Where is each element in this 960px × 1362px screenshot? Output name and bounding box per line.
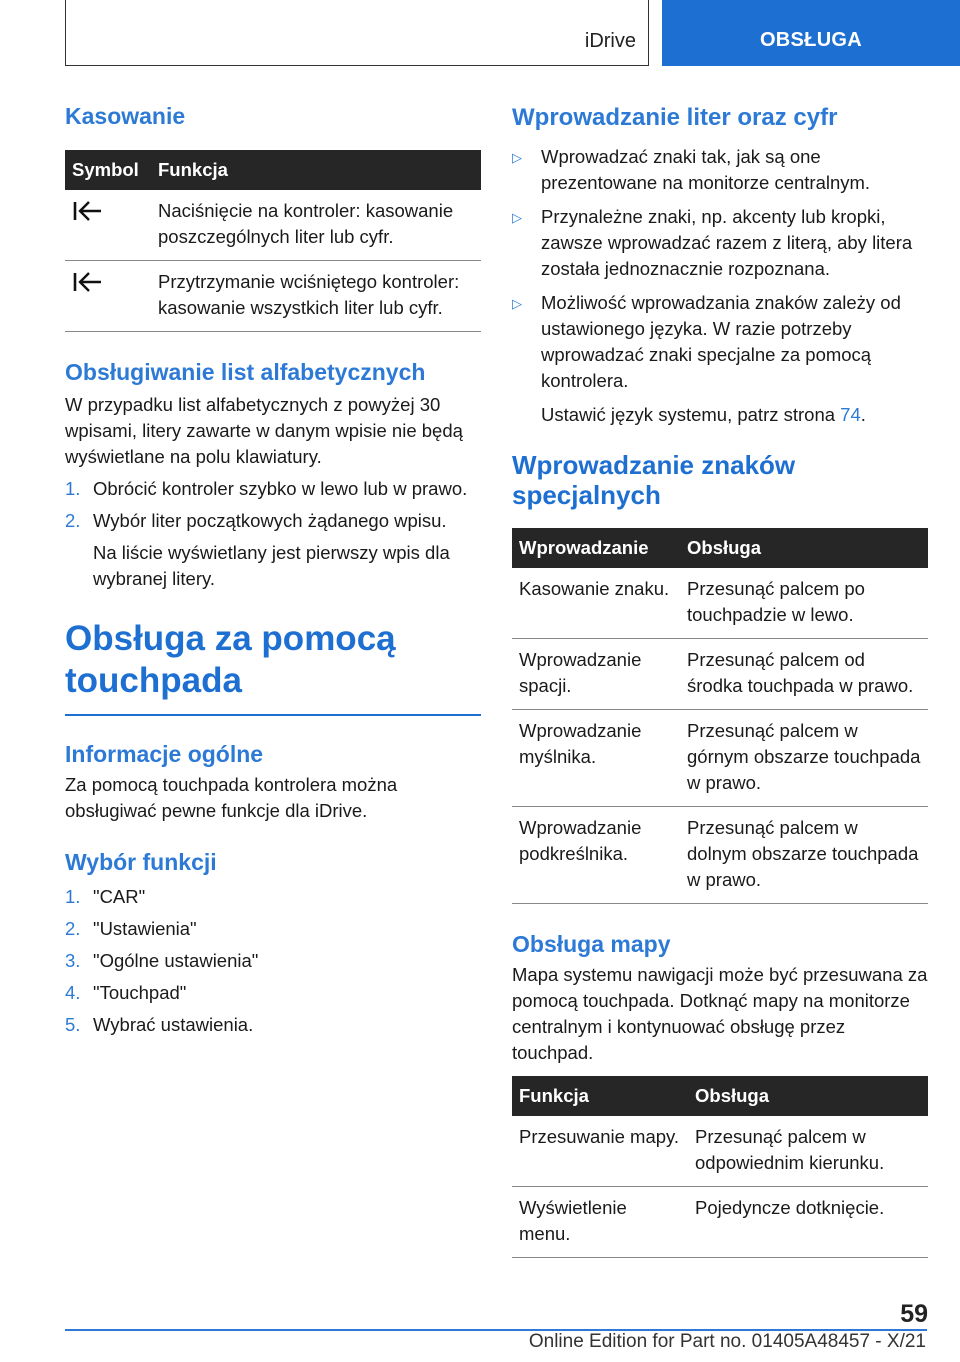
bullet-triangle-icon: ▷	[512, 210, 522, 225]
table-row: Kasowanie znaku. Przesunąć palcem po touchpadzie w lewo.	[512, 568, 928, 639]
map-text: Mapa systemu nawigacji może być przesuwana za pomocą touchpada. Dotknąć mapy na monitorze centralnym i kontynuować obsługę przez touchpad.	[512, 964, 928, 1063]
bullet-triangle-icon: ▷	[512, 150, 522, 165]
table-cell: Naciśnięcie na kontroler: kasowanie poszczególnych liter lub cyfr.	[151, 190, 481, 261]
alpha-list-heading: Obsługiwanie list alfabetycznych	[65, 359, 426, 385]
list-item: ▷ Przynależne znaki, np. akcenty lub kropki, zawsze wprowadzać razem z literą, aby litera została jednoznacznie rozpoznana.	[512, 204, 928, 282]
table-header: Obsługa	[688, 1076, 928, 1116]
list-item: 3. "Ogólne ustawienia"	[65, 950, 259, 971]
table-row: Przesuwanie mapy. Przesunąć palcem w odpowiednim kierunku.	[512, 1116, 928, 1187]
table-row	[65, 261, 481, 332]
table-header: Wprowadzanie	[512, 528, 680, 568]
table-header: Obsługa	[680, 528, 928, 568]
table-row: Wprowadzanie spacji. Przesunąć palcem od środka touchpada w prawo.	[512, 639, 928, 710]
map-heading: Obsługa mapy	[512, 931, 671, 957]
table-row: Wyświetlenie menu. Pojedyncze dotknięcie.	[512, 1187, 928, 1258]
list-item: 1. "CAR"	[65, 886, 146, 907]
delete-table	[65, 150, 481, 332]
heading-divider	[65, 714, 481, 716]
delete-back-icon	[72, 205, 104, 226]
header-chapter-tab[interactable]: OBSŁUGA	[662, 0, 960, 66]
delete-back-icon	[72, 276, 104, 297]
entry-heading: Wprowadzanie liter oraz cyfr	[512, 104, 838, 131]
entry-bullets	[512, 144, 928, 394]
language-note: Ustawić język systemu, patrz strona 74.	[541, 404, 866, 425]
map-table	[512, 1076, 928, 1258]
table-header: Funkcja	[512, 1076, 688, 1116]
list-item: 2. Wybór liter początkowych żądanego wpisu.	[65, 510, 447, 531]
bullet-triangle-icon: ▷	[512, 296, 522, 311]
select-function-heading: Wybór funkcji	[65, 849, 217, 875]
general-info-heading: Informacje ogólne	[65, 741, 264, 767]
left-column	[65, 100, 481, 1038]
table-header: Funkcja	[151, 150, 481, 190]
footer-edition: Online Edition for Part no. 01405A48457 - X/21	[528, 1331, 926, 1352]
page-link[interactable]: 74	[840, 404, 861, 425]
list-item: 4. "Touchpad"	[65, 982, 187, 1003]
list-item: 1. Obrócić kontroler szybko w lewo lub w prawo.	[65, 478, 468, 499]
special-chars-heading: Wprowadzanie znaków specjalnych	[512, 450, 796, 510]
alpha-list-text: W przypadku list alfabetycznych z powyżej 30 wpisami, litery zawarte w danym wpisie nie będą wyświetlane na polu klawiatury.	[65, 394, 463, 467]
alpha-note: Na liście wyświetlany jest pierwszy wpis dla wybranej litery.	[93, 542, 450, 589]
table-header: Symbol	[65, 150, 151, 190]
alpha-steps	[65, 476, 481, 534]
list-item: ▷ Wprowadzać znaki tak, jak są one prezentowane na monitorze centralnym.	[512, 144, 928, 196]
table-cell: Przytrzymanie wciśniętego kontroler: kasowanie wszystkich liter lub cyfr.	[151, 261, 481, 332]
list-item: 2. "Ustawienia"	[65, 918, 197, 939]
right-column	[512, 100, 928, 1258]
table-row	[65, 190, 481, 261]
special-chars-table	[512, 528, 928, 904]
list-item: ▷ Możliwość wprowadzania znaków zależy od ustawionego języka. W razie potrzeby wprowadzać znaki specjalne za pomocą kontrolera.	[512, 290, 928, 394]
delete-heading: Kasowanie	[65, 103, 186, 129]
touchpad-heading: Obsługa za pomocą touchpada	[65, 619, 396, 700]
table-row: Wprowadzanie myślnika. Przesunąć palcem w górnym obszarze touchpada w prawo.	[512, 710, 928, 807]
general-info-text: Za pomocą touchpada kontrolera można obsługiwać pewne funkcje dla iDrive.	[65, 774, 398, 821]
select-steps	[65, 884, 481, 1038]
page-number: 59	[900, 1300, 928, 1328]
table-row: Wprowadzanie podkreślnika. Przesunąć palcem w dolnym obszarze touchpada w prawo.	[512, 807, 928, 904]
list-item: 5. Wybrać ustawienia.	[65, 1014, 254, 1035]
header-section-title: iDrive	[584, 30, 636, 52]
header-frame	[65, 0, 649, 66]
